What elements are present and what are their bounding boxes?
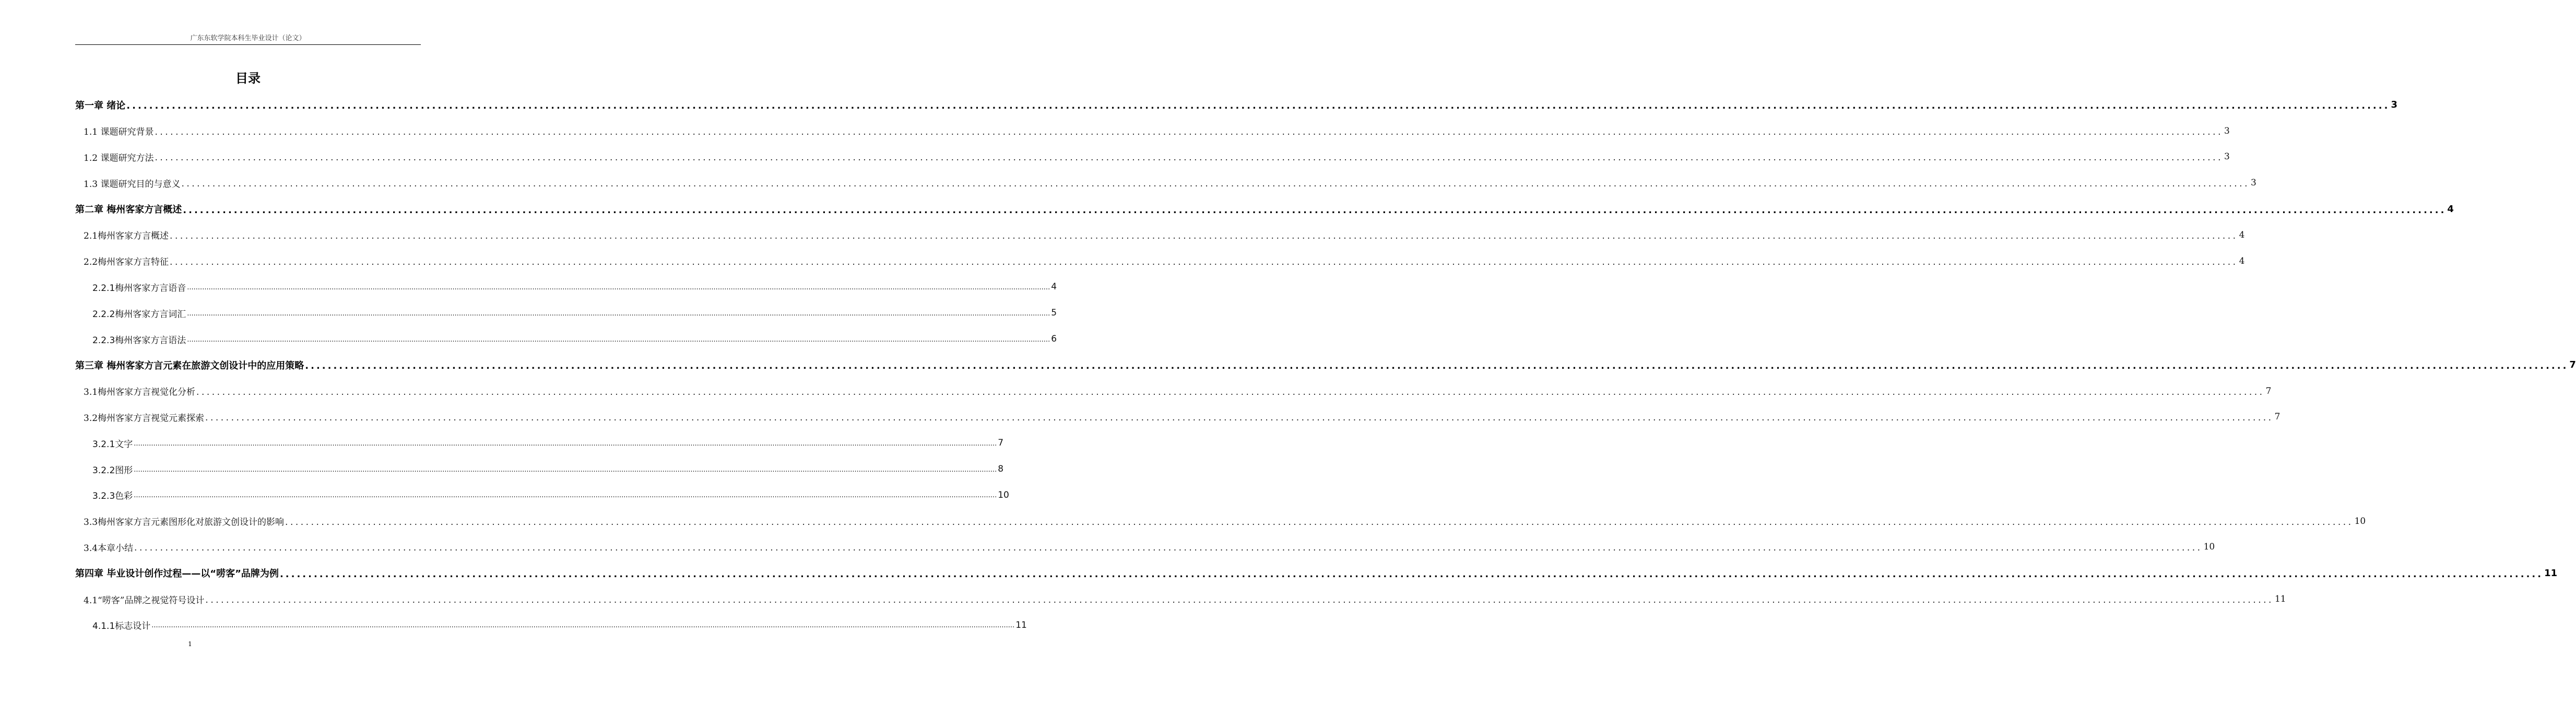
toc-dot-leader: ................................................................................................................................................................................................................................................................................................................................................................................................................ (279, 568, 2544, 580)
toc-dot-leader: ................................................................................................................................................................................................................................................................................................................................................................................................................ (205, 413, 2274, 424)
toc-dot-leader: ................................................................................................................................................................................................................................................................................................................................................................................................................ (155, 126, 2223, 137)
toc-entry-label: 第二章 梅州客家方言概述 (75, 204, 182, 216)
toc-entry-label: 2.2.1梅州客家方言语音 (92, 283, 186, 294)
toc-dot-leader: ................................................................................................................................................................................................................................................................................................................................................................................................................ (134, 543, 2203, 554)
toc-entry-page: 7 (998, 438, 1004, 449)
toc-entry-page: 8 (998, 464, 1004, 475)
toc-dot-leader: ................................................................................................................................................................................................................................................................................................................................................................................................................ (170, 256, 2238, 267)
toc-dot-leader: ................................................................................................................................................................................................................................................................................................................................................................................................................ (285, 517, 2354, 528)
toc-entry-page: 11 (2544, 567, 2558, 579)
header-rule (75, 44, 421, 45)
toc-entry-label: 1.3 课题研究目的与意义 (84, 179, 181, 190)
toc-entry-label: 3.1梅州客家方言视觉化分析 (84, 387, 196, 398)
toc-entry-label: 3.2梅州客家方言视觉元素探索 (84, 413, 205, 424)
toc-entry-level-1[interactable] (75, 560, 2558, 586)
toc-entry-label: 2.2梅州客家方言特征 (84, 257, 169, 268)
toc-entry-page: 4 (2239, 255, 2245, 266)
toc-entry-page: 3 (2224, 151, 2230, 162)
toc-dot-leader: ................................................................................................................................................................................................................................................................................................................................................................................................................ (187, 335, 1050, 344)
toc-dot-leader: ................................................................................................................................................................................................................................................................................................................................................................................................................ (134, 465, 997, 474)
page-number: 1 (188, 640, 192, 648)
toc-entry-page: 3 (2250, 178, 2256, 189)
toc-dot-leader: ................................................................................................................................................................................................................................................................................................................................................................................................................ (155, 153, 2223, 163)
toc-entry-page: 10 (2203, 542, 2215, 553)
toc-entry-page: 4 (1051, 282, 1057, 292)
toc-entry-level-2[interactable] (75, 248, 2245, 274)
toc-entry-label: 3.2.2图形 (92, 465, 133, 476)
toc-dot-leader: ................................................................................................................................................................................................................................................................................................................................................................................................................ (170, 230, 2238, 241)
toc-dot-leader: ................................................................................................................................................................................................................................................................................................................................................................................................................ (181, 179, 2250, 190)
toc-entry-page: 4 (2447, 203, 2454, 215)
toc-entry-level-1[interactable] (75, 352, 2576, 378)
toc-entry-page: 7 (2265, 385, 2272, 396)
toc-dot-leader: ................................................................................................................................................................................................................................................................................................................................................................................................................ (305, 360, 2569, 372)
toc-list (75, 92, 2576, 638)
toc-entry-page: 3 (2391, 99, 2397, 111)
toc-dot-leader: ................................................................................................................................................................................................................................................................................................................................................................................................................ (134, 439, 997, 448)
toc-entry-level-3[interactable] (75, 300, 1057, 326)
toc-entry-label: 4.1“唠客”品牌之视觉符号设计 (84, 595, 205, 606)
toc-title: 目录 (235, 71, 261, 86)
toc-dot-leader: ................................................................................................................................................................................................................................................................................................................................................................................................................ (134, 492, 997, 500)
toc-entry-page: 4 (2239, 229, 2245, 240)
toc-dot-leader: ................................................................................................................................................................................................................................................................................................................................................................................................................ (151, 622, 1015, 630)
toc-dot-leader: ................................................................................................................................................................................................................................................................................................................................................................................................................ (187, 283, 1050, 291)
toc-entry-label: 2.2.2梅州客家方言词汇 (92, 309, 186, 320)
toc-dot-leader: ................................................................................................................................................................................................................................................................................................................................................................................................................ (183, 204, 2447, 216)
toc-dot-leader: ................................................................................................................................................................................................................................................................................................................................................................................................................ (196, 387, 2265, 397)
toc-entry-page: 10 (2354, 516, 2366, 526)
toc-entry-label: 3.3梅州客家方言元素图形化对旅游文创设计的影响 (84, 517, 285, 528)
toc-entry-level-3[interactable] (75, 430, 1004, 456)
toc-entry-level-2[interactable] (75, 118, 2230, 144)
toc-entry-page: 6 (1051, 334, 1057, 345)
toc-entry-level-2[interactable] (75, 404, 2280, 430)
toc-entry-label: 3.2.1文字 (92, 439, 133, 450)
toc-entry-page: 11 (1015, 619, 1027, 630)
toc-entry-page: 3 (2224, 125, 2230, 136)
toc-entry-label: 第四章 毕业设计创作过程——以“唠客”品牌为例 (75, 568, 279, 580)
toc-entry-label: 第一章 绪论 (75, 100, 126, 111)
toc-entry-level-3[interactable] (75, 326, 1057, 352)
toc-entry-label: 第三章 梅州客家方言元素在旅游文创设计中的应用策略 (75, 360, 304, 371)
toc-entry-label: 1.2 课题研究方法 (84, 153, 154, 163)
toc-entry-page: 10 (998, 489, 1009, 500)
toc-entry-label: 2.1梅州客家方言概述 (84, 231, 169, 242)
toc-entry-level-2[interactable] (75, 222, 2245, 248)
toc-entry-level-1[interactable] (75, 92, 2397, 118)
toc-entry-level-3[interactable] (75, 456, 1004, 482)
toc-entry-level-2[interactable] (75, 378, 2272, 404)
toc-dot-leader: ................................................................................................................................................................................................................................................................................................................................................................................................................ (126, 100, 2390, 112)
toc-entry-level-3[interactable] (75, 482, 1009, 508)
toc-entry-level-2[interactable] (75, 586, 2286, 612)
page-header: 广东东软学院本科生毕业设计（论文） (190, 34, 306, 42)
toc-dot-leader: ................................................................................................................................................................................................................................................................................................................................................................................................................ (205, 595, 2274, 606)
toc-entry-level-1[interactable] (75, 196, 2454, 222)
toc-entry-page: 7 (2569, 359, 2576, 371)
toc-entry-label: 3.2.3色彩 (92, 491, 133, 502)
toc-entry-level-3[interactable] (75, 612, 1027, 638)
toc-entry-label: 4.1.1标志设计 (92, 621, 151, 632)
toc-entry-page: 5 (1051, 308, 1057, 319)
toc-entry-level-2[interactable] (75, 508, 2366, 534)
toc-entry-label: 1.1 课题研究背景 (84, 127, 154, 138)
toc-entry-page: 7 (2274, 412, 2280, 423)
toc-dot-leader: ................................................................................................................................................................................................................................................................................................................................................................................................................ (187, 309, 1050, 318)
toc-entry-label: 2.2.3梅州客家方言语法 (92, 335, 186, 346)
toc-entry-level-2[interactable] (75, 170, 2256, 196)
toc-entry-level-2[interactable] (75, 534, 2215, 560)
toc-entry-page: 11 (2274, 594, 2286, 605)
toc-entry-level-2[interactable] (75, 144, 2230, 170)
toc-entry-label: 3.4本章小结 (84, 543, 134, 554)
toc-entry-level-3[interactable] (75, 274, 1057, 300)
